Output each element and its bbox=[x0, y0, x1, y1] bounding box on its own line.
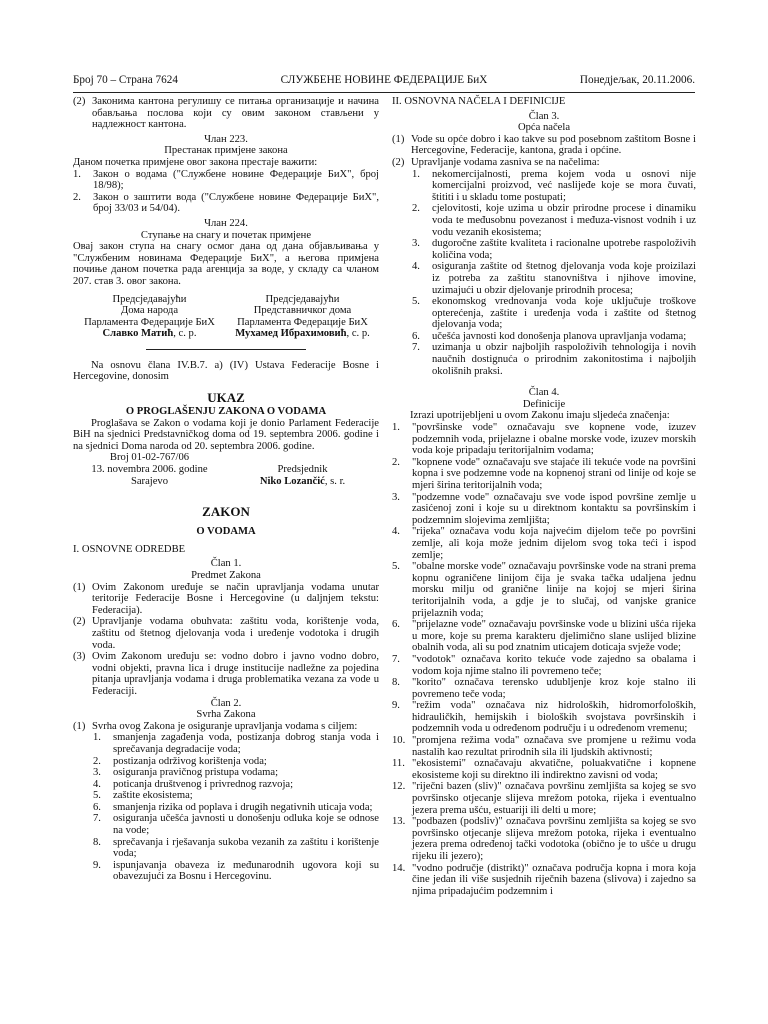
list-item-text: "kopnene vode" označavaju sve stajaće ili tekuće vode na površini kopna i sve podzemne vode na kopnenoj strani od linije od koje se mjeri širina teritorijalnih voda; bbox=[412, 456, 696, 491]
list-item-text: "korito" označava terensko udubljenje kroz koje stalno ili povremeno teče voda; bbox=[412, 677, 696, 700]
list-item bbox=[73, 651, 379, 697]
list-item-text: osiguranja zaštite od štetnog djelovanja voda koje proizilazi iz potreba za zaštitu stanovništva i njihove imovine, uzimajući u obzir djelovanje prirodnih procesa; bbox=[432, 261, 696, 296]
list-item-number: 2. bbox=[412, 203, 420, 215]
list-item-number: 6. bbox=[93, 801, 101, 813]
list-item-number: 2. bbox=[73, 191, 81, 203]
list-item-number: 14. bbox=[392, 862, 406, 874]
list-item-number: 11. bbox=[392, 758, 405, 770]
list-item-number: 6. bbox=[412, 330, 420, 342]
signatory-name: Славко Матић bbox=[102, 328, 174, 340]
header-rule bbox=[73, 92, 695, 93]
list-item-text: Upravljanje vodama obuhvata: zaštitu voda, korištenje voda, zaštitu od štetnog djelovanja voda i uređenje vodotoka i drugih voda. bbox=[92, 616, 379, 651]
list-item-text: cjelovitosti, koje uzima u obzir prirodne procese i dinamiku voda te međusobnu povezanost i međuza-visnost vodnih i uz vodu vezanih ekosistema; bbox=[432, 203, 696, 238]
list-item-text: zaštite ekosistema; bbox=[113, 790, 193, 802]
list-item-text: "rijeka" označava vodu koja najvećim dijelom teče po površini zemlje, ali koja može jednim dijelom svog toka teći i ispod zemlje; bbox=[412, 526, 696, 561]
article-title: Ступање на снагу и почетак примјене bbox=[140, 229, 312, 241]
separator-line bbox=[146, 349, 306, 350]
list-item-text: Vode su opće dobro i kao takve su pod posebnom zaštitom Bosne i Hercegovine, Federacije, kantona, grada i općine. bbox=[411, 133, 696, 157]
article-label: Члан 224. bbox=[204, 217, 248, 229]
list-item-text: sprečavanja i rješavanja sukoba vezanih za zaštitu i korištenje voda; bbox=[113, 836, 379, 860]
article-label: Član 3. bbox=[528, 110, 560, 122]
part-heading: II. OSNOVNA NAČELA I DEFINICIJE bbox=[392, 96, 566, 107]
list-item bbox=[93, 779, 379, 791]
list-item-number: 7. bbox=[412, 342, 420, 354]
article-label: Član 2. bbox=[210, 697, 242, 709]
list-item-text: "površinske vode" označavaju sve kopnene vode, izuzev podzemnih voda, prijelazne i obalne morske vode, izuzev morskih voda koje pripadaju teritorijalnim vodama; bbox=[412, 422, 696, 457]
article-label: Član 4. bbox=[528, 387, 560, 399]
list-item-number: 3. bbox=[412, 238, 420, 250]
list-item bbox=[392, 457, 696, 492]
article-list bbox=[93, 732, 379, 883]
list-item bbox=[392, 700, 696, 735]
article-text: Izrazi upotrijebljeni u ovom Zakonu imaju sljedeća značenja: bbox=[410, 410, 670, 422]
page-header bbox=[73, 75, 695, 89]
document-date: 13. novembra 2006. godine bbox=[91, 464, 208, 476]
article-text: Овај закон ступа на снагу осмог дана од дана објављивања у "Службеним новинама Федерације БиХ", а његова примјена почиње даном почетка рада агенција за воде, у складу са чланом 207. став 3. овог закона. bbox=[73, 241, 379, 287]
list-item bbox=[392, 422, 696, 457]
article-title: Definicije bbox=[522, 398, 566, 410]
ukaz-signature: Broj 01-02-767/06 13. novembra 2006. godine Sarajevo Predsjednik Niko Lozančić, s. r. bbox=[73, 452, 379, 487]
list-item-number: 9. bbox=[392, 700, 400, 712]
list-item-number: 4. bbox=[392, 526, 400, 538]
list-item-text: učešća javnosti kod donošenja planova upravljanja vodama; bbox=[432, 330, 687, 342]
document-place: Sarajevo bbox=[130, 475, 169, 487]
article-text: Даном почетка примјене овог закона престаје важити: bbox=[73, 156, 318, 168]
list-item-text: "režim voda" označava niz hidroloških, hidromorfoloških, hidrauličkih, hemijskih i bioloških svojstava površinskih i podzemnih voda u određenom području i u određenom vremenu; bbox=[412, 700, 696, 735]
list-item bbox=[392, 735, 696, 758]
article-title: Opća načela bbox=[517, 122, 571, 134]
list-item-number: 8. bbox=[392, 677, 400, 689]
list-item-number: (2) bbox=[392, 156, 405, 168]
list-item bbox=[93, 767, 379, 779]
article-title: Svrha Zakona bbox=[196, 709, 256, 721]
article-list bbox=[73, 169, 379, 215]
list-item-number: 1. bbox=[392, 422, 400, 434]
list-item-text: "podbazen (podsliv)" označava površinu zemljišta sa kojeg se svo površinsko otjecanje slijeva mrežom potoka, rijeka i eventualno jezera prema određenoj tački vodotoka (obično je to ušće u drugu rijeku ili jezero); bbox=[412, 816, 696, 862]
list-item-text: dugoročne zaštite kvaliteta i racionalne upotrebe raspoloživih količina voda; bbox=[432, 238, 696, 261]
list-item bbox=[73, 582, 379, 617]
list-item-number: 2. bbox=[93, 755, 101, 767]
list-item-number: (3) bbox=[73, 651, 86, 663]
list-item-number: 13. bbox=[392, 816, 406, 828]
list-item-text: nekomercijalnosti, prema kojem voda u osnovi nije komercijalni proizvod, već naslijeđe koje se mora čuvati, štititi i u skladu tome postupati; bbox=[432, 168, 696, 203]
list-item bbox=[412, 203, 696, 238]
list-item-text: "vodotok" označava korito tekuće vode zajedno sa obalama i vodom koja njime stalno ili povremeno teče; bbox=[412, 653, 696, 677]
list-item-number: 9. bbox=[93, 859, 101, 871]
list-item bbox=[392, 758, 696, 781]
ukaz-text: Proglašava se Zakon o vodama koji je donio Parlament Federacije BiH na sjednici Predstavničkog doma od 19. septembra 2006. godine i na sjednici Doma naroda od 20. septembra 2006. godine. bbox=[73, 417, 379, 452]
list-item: (2) Законима кантона регулишу се питања организације и начина обављања послова који су овим законом стављени у надлежност кантона. bbox=[73, 96, 379, 131]
list-item bbox=[392, 677, 696, 700]
list-item bbox=[93, 756, 379, 768]
article-title: Престанак примјене закона bbox=[164, 145, 288, 157]
list-item bbox=[392, 526, 696, 561]
ukaz-subtitle: O PROGLAŠENJU ZAKONA O VODAMA bbox=[125, 406, 327, 418]
list-item-number: 8. bbox=[93, 836, 101, 848]
issue-date: Понедјељак, 20.11.2006. bbox=[579, 74, 695, 86]
article-list bbox=[392, 422, 696, 897]
list-item-number: 1. bbox=[93, 732, 101, 744]
list-item: (1) Svrha ovog Zakona je osiguranje upravljanja vodama s ciljem: bbox=[73, 720, 358, 732]
article-list bbox=[73, 582, 379, 698]
list-item-text: "obalne morske vode" označavaju površinske vode na strani prema kopnu ograničene linijom čija je svaka tačka udaljena jednu morsku milju od granične linije na kojoj se mjeri širina teritorijalnih voda, a gdje je to slučaj, od vanjske granice prijelaznih voda; bbox=[412, 561, 696, 619]
list-item bbox=[93, 802, 379, 814]
list-item-number: 1. bbox=[73, 168, 81, 180]
list-item bbox=[412, 261, 696, 296]
list-item-number: 7. bbox=[392, 653, 400, 665]
list-item-text: "promjena režima voda" označava sve promjene u režimu voda nastalih kao rezultat prirodnih sila ili ljudskih aktivnosti; bbox=[412, 735, 696, 758]
list-item-text: "ekosistemi" označavaju akvatične, poluakvatične i kopnene ekosisteme koji su direktno ili indirektno zavisni od voda; bbox=[412, 758, 696, 781]
list-item-text: "vodno područje (distrikt)" označava područja kopna i mora koja čine jedan ili više susjednih riječnih bazena (slivova) i zajedno sa njima pripadajućim podzemnim i bbox=[412, 862, 696, 897]
list-item bbox=[392, 561, 696, 619]
list-item-text: "prijelazne vode" označavaju površinske vode u blizini ušća rijeka u more, koje su prema karakteru djelimično slane uslijed blizine obalnih voda, ali su pod znatnim uticajem doticaja svježe vode; bbox=[412, 619, 696, 654]
preamble: Na osnovu člana IV.B.7. a) (IV) Ustava Federacije Bosne i Hercegovine, donosim bbox=[73, 359, 379, 383]
ukaz-title: UKAZ bbox=[207, 390, 245, 406]
list-item bbox=[392, 134, 696, 157]
list-item-text: ekonomskog vrednovanja voda koje uključuje troškove opterećenja, zaštite i uređenja voda i zaštite od štetnog djelovanja voda; bbox=[432, 296, 696, 331]
list-item bbox=[392, 816, 696, 862]
list-item-number: (2) bbox=[73, 616, 86, 628]
article-label: Члан 223. bbox=[204, 133, 248, 145]
signature-block bbox=[73, 294, 379, 340]
list-item bbox=[93, 837, 379, 860]
left-column bbox=[73, 96, 379, 883]
list-item bbox=[392, 863, 696, 898]
article-title: Predmet Zakona bbox=[191, 570, 261, 581]
part-heading: I. OSNOVNE ODREDBE bbox=[73, 543, 186, 555]
list-item-text: uzimanja u obzir najboljih raspoloživih tehnologija i novih naučnih dostignuća o prirodnim zakonitostima i najboljih okolišnih praksi. bbox=[432, 342, 696, 377]
article-list bbox=[412, 169, 696, 378]
list-item bbox=[73, 616, 379, 651]
list-item-number: 3. bbox=[392, 491, 400, 503]
list-item-text: Upravljanje vodama zasniva se na načelima: bbox=[411, 156, 600, 168]
list-item-text: ispunjavanja obaveza iz međunarodnih ugovora koji su obavezujući za Bosnu i Hercegovinu. bbox=[113, 859, 379, 883]
list-item-number: 10. bbox=[392, 735, 406, 747]
list-item-number: 5. bbox=[392, 561, 400, 573]
list-item bbox=[392, 492, 696, 527]
list-item-text: poticanja društvenog i privrednog razvoja; bbox=[113, 778, 294, 790]
president-name: Niko Lozančić bbox=[259, 475, 325, 487]
list-item-text: postizanja održivog korištenja voda; bbox=[113, 755, 267, 767]
list-item-text: Ovim Zakonom uređuju se: vodno dobro i javno vodno dobro, vodni objekti, pravna lica i druge institucije nadležne za pojedina pitanja upravljanja vodama i druga problematika vezana za vode u Federaciji. bbox=[92, 651, 379, 697]
list-item-text: "riječni bazen (sliv)" označava površinu zemljišta sa kojeg se svo površinsko otjecanje slijeva mrežom potoka, rijeka i eventualno jezera prema ušću, estuariji ili delti u more; bbox=[412, 781, 696, 816]
list-item bbox=[392, 781, 696, 816]
list-item-number: 4. bbox=[412, 261, 420, 273]
list-item bbox=[93, 732, 379, 755]
signatory-name: Мухамед Ибрахимовић bbox=[235, 328, 347, 340]
publication-title: СЛУЖБЕНЕ НОВИНЕ ФЕДЕРАЦИЈЕ БиХ bbox=[280, 74, 488, 86]
list-item-number: 1. bbox=[412, 168, 420, 180]
right-column bbox=[392, 96, 696, 897]
signature-left: Предсједавајући Дома народа Парламента Федерације БиХ Славко Матић, с. р. bbox=[84, 293, 215, 340]
article-label: Član 1. bbox=[210, 558, 242, 570]
list-item bbox=[392, 619, 696, 654]
list-item bbox=[412, 342, 696, 377]
list-item-text: "podzemne vode" označavaju sve vode ispod površine zemlje u zasićenoj zoni i koje su u direktnom kontaktu sa površinskim i podzemnim slojevima zemljišta; bbox=[412, 491, 696, 526]
list-item bbox=[73, 169, 379, 192]
list-item-text: Закон о водама ("Службене новине Федерације БиХ", број 18/98); bbox=[93, 168, 379, 192]
zakon-subtitle: O VODAMA bbox=[196, 526, 256, 538]
list-item bbox=[412, 296, 696, 331]
list-item-text: smanjenja rizika od poplava i drugih negativnih uticaja voda; bbox=[113, 801, 373, 813]
list-item bbox=[73, 192, 379, 215]
list-item bbox=[93, 813, 379, 836]
zakon-title: ZAKON bbox=[202, 504, 250, 520]
page-number: Број 70 – Страна 7624 bbox=[73, 74, 178, 86]
list-item-number: 2. bbox=[392, 456, 400, 468]
list-item-text: Закон о заштити вода ("Службене новине Федерације БиХ", број 33/03 и 54/04). bbox=[93, 191, 379, 215]
document-number: Broj 01-02-767/06 bbox=[109, 452, 190, 464]
list-item bbox=[93, 860, 379, 883]
article-list bbox=[392, 134, 696, 169]
list-item-number: 5. bbox=[412, 296, 420, 308]
list-item bbox=[93, 790, 379, 802]
list-item-number: 3. bbox=[93, 767, 101, 779]
list-item-number: 6. bbox=[392, 619, 400, 631]
list-item bbox=[412, 331, 696, 343]
signature-right: Предсједавајући Представничког дома Парламента Федерације БиХ Мухамед Ибрахимовић, с. р. bbox=[235, 293, 370, 340]
list-item-number: 12. bbox=[392, 781, 406, 793]
list-item-number: (1) bbox=[73, 581, 86, 593]
list-item-number: (1) bbox=[392, 133, 405, 145]
list-item-text: osiguranja učešća javnosti u donošenju odluka koje se odnose na vode; bbox=[113, 813, 379, 837]
list-item-number: 7. bbox=[93, 813, 101, 825]
list-item-text: osiguranja pravičnog pristupa vodama; bbox=[113, 767, 279, 779]
list-item bbox=[412, 238, 696, 261]
list-item bbox=[412, 169, 696, 204]
list-item bbox=[392, 654, 696, 677]
list-item-text: smanjenja zagađenja voda, postizanja dobrog stanja voda i sprečavanja degradacije voda; bbox=[113, 732, 379, 755]
list-item-number: 5. bbox=[93, 790, 101, 802]
list-item-number: 4. bbox=[93, 778, 101, 790]
list-item bbox=[392, 157, 696, 169]
list-item-text: Ovim Zakonom uređuje se način upravljanja vodama unutar teritorije Federacije Bosne i Hercegovine (u daljnjem tekstu: Federacija). bbox=[92, 581, 379, 616]
